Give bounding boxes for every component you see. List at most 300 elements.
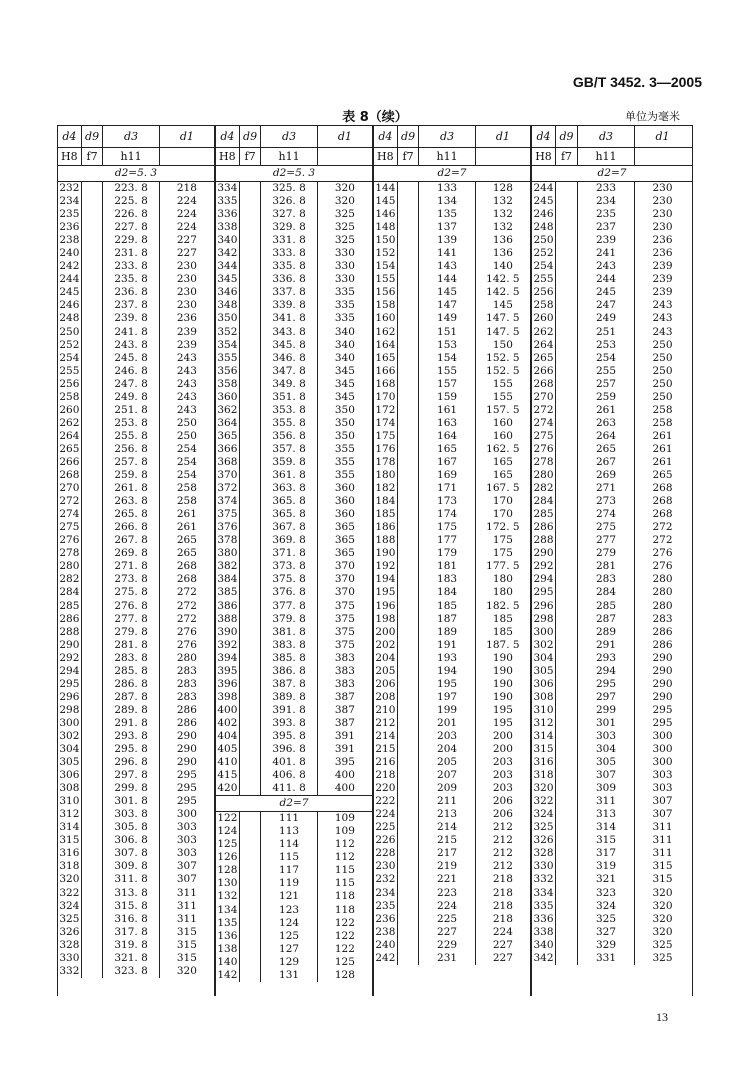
cell-d9 — [556, 913, 578, 926]
unit-label: 单位为毫米 — [625, 110, 680, 123]
cell-d3: 283. 8 — [103, 652, 159, 665]
cell-d9 — [556, 860, 578, 873]
cell-d4: 334 — [216, 182, 240, 195]
cell-d9 — [82, 600, 104, 613]
cell-d9 — [556, 704, 578, 717]
cell-d3: 275 — [578, 521, 635, 534]
cell-d4: 394 — [216, 652, 240, 665]
cell-d9 — [398, 782, 420, 795]
table-row — [58, 652, 214, 665]
cell-d3: 314 — [578, 821, 635, 834]
table-row — [58, 913, 214, 926]
cell-d3: 393. 8 — [261, 717, 317, 730]
cell-d3: 266. 8 — [103, 521, 159, 534]
cell-d3: 171 — [419, 482, 475, 495]
cell-d1: 391 — [334, 729, 355, 742]
cell-d3: 244 — [578, 273, 635, 286]
cell-d3: 367. 8 — [261, 521, 317, 534]
cell-d3: 255. 8 — [103, 430, 159, 443]
cell-d9 — [240, 769, 262, 782]
cell-d3: 185 — [419, 600, 475, 613]
cell-d4: 265 — [532, 352, 556, 365]
cell-d4: 360 — [216, 391, 240, 404]
cell-d1: 283 — [176, 677, 197, 690]
cell-d1: 265 — [652, 469, 673, 482]
cell-d1: 180 — [492, 573, 513, 586]
cell-d9 — [82, 221, 104, 234]
cell-d4: 138 — [216, 943, 240, 956]
cell-d1: 300 — [652, 756, 673, 769]
cell-d3: 315. 8 — [103, 900, 159, 913]
cell-d1: 112 — [334, 838, 355, 851]
cell-d4: 254 — [58, 352, 82, 365]
table-row — [374, 782, 530, 795]
table-row — [532, 547, 692, 560]
cell-d9 — [556, 743, 578, 756]
cell-d9 — [240, 299, 262, 312]
cell-d1: 355 — [334, 442, 355, 455]
cell-d1: 160 — [492, 429, 513, 442]
cell-d4: 310 — [58, 795, 82, 808]
cell-d1: 118 — [334, 903, 355, 916]
cell-d3: 295. 8 — [103, 743, 159, 756]
cell-d3: 229 — [419, 939, 475, 952]
table-row — [532, 299, 692, 312]
cell-d4: 236 — [58, 221, 82, 234]
cell-d1: 224 — [176, 195, 197, 208]
cell-d3: 237 — [578, 221, 635, 234]
cell-d9 — [82, 312, 104, 325]
table-title: 表 8（续） — [342, 110, 408, 125]
cell-d1: 365 — [334, 534, 355, 547]
cell-d9 — [398, 769, 420, 782]
cell-d4: 304 — [58, 743, 82, 756]
cell-d1: 243 — [176, 403, 197, 416]
table-row — [216, 221, 372, 234]
cell-d3: 305 — [578, 756, 635, 769]
cell-d9 — [398, 743, 420, 756]
cell-d3: 193 — [419, 652, 475, 665]
table-row — [374, 600, 530, 613]
cell-d4: 234 — [58, 195, 82, 208]
cell-d9 — [240, 704, 262, 717]
cell-d9 — [240, 665, 262, 678]
table-row — [374, 560, 530, 573]
cell-d9 — [556, 691, 578, 704]
cell-d4: 206 — [374, 678, 398, 691]
table-row — [532, 221, 692, 234]
cell-d1: 307 — [176, 860, 197, 873]
cell-d1: 243 — [652, 312, 673, 325]
cell-d3: 141 — [419, 247, 475, 260]
cell-d4: 388 — [216, 613, 240, 626]
cell-d9 — [240, 639, 262, 652]
cell-d3: 285. 8 — [103, 665, 159, 678]
table-row — [216, 969, 372, 982]
header-row — [216, 126, 372, 148]
cell-d3: 297. 8 — [103, 769, 159, 782]
cell-d1: 157. 5 — [486, 403, 520, 416]
cell-d1: 320 — [652, 886, 673, 899]
table-row — [58, 691, 214, 704]
cell-d9 — [240, 730, 262, 743]
cell-d9 — [240, 547, 262, 560]
cell-d3: 177 — [419, 534, 475, 547]
cell-d1: 218 — [492, 912, 513, 925]
cell-d1: 261 — [652, 455, 673, 468]
cell-d4: 274 — [58, 508, 82, 521]
cell-d4: 354 — [216, 339, 240, 352]
cell-d3: 221 — [419, 873, 475, 886]
cell-d3: 383. 8 — [261, 639, 317, 652]
cell-d3: 381. 8 — [261, 626, 317, 639]
cell-d1: 115 — [334, 877, 355, 890]
table-row — [216, 391, 372, 404]
table-row — [374, 952, 530, 965]
cell-d4: 284 — [532, 495, 556, 508]
cell-d1: 136 — [492, 247, 513, 260]
table-row — [216, 825, 372, 838]
cell-d4: 175 — [374, 430, 398, 443]
cell-d4: 280 — [58, 560, 82, 573]
cell-d3: 269. 8 — [103, 547, 159, 560]
cell-d4: 325 — [58, 913, 82, 926]
cell-d4: 168 — [374, 378, 398, 391]
table-row — [216, 864, 372, 877]
cell-d9 — [240, 717, 262, 730]
cell-d9 — [398, 391, 420, 404]
cell-d4: 315 — [58, 834, 82, 847]
cell-d4: 245 — [58, 286, 82, 299]
cell-d9 — [556, 939, 578, 952]
cell-d3: 259 — [578, 391, 635, 404]
cell-d4: 166 — [374, 365, 398, 378]
table-row — [216, 769, 372, 782]
cell-d9 — [556, 795, 578, 808]
table-row — [374, 391, 530, 404]
cell-d9 — [398, 247, 420, 260]
cell-d1: 311 — [652, 821, 673, 834]
cell-d3: 114 — [261, 838, 317, 851]
cell-d1: 258 — [652, 416, 673, 429]
cell-d3: 286. 8 — [103, 678, 159, 691]
section-label: d2=7 — [216, 795, 372, 812]
cell-d4: 285 — [532, 508, 556, 521]
cell-d9 — [398, 195, 420, 208]
cell-d4: 232 — [374, 873, 398, 886]
cell-d9 — [240, 678, 262, 691]
cell-d3: 329 — [578, 939, 635, 952]
cell-d9 — [556, 456, 578, 469]
table-row — [216, 456, 372, 469]
cell-d1: 224 — [176, 221, 197, 234]
cell-d4: 384 — [216, 573, 240, 586]
table-row — [532, 704, 692, 717]
cell-d3: 351. 8 — [261, 391, 317, 404]
table-row — [216, 743, 372, 756]
cell-d3: 277 — [578, 534, 635, 547]
cell-d4: 230 — [374, 860, 398, 873]
header-d3: d3 — [103, 126, 159, 147]
cell-d3: 189 — [419, 626, 475, 639]
cell-d3: 203 — [419, 730, 475, 743]
cell-d1: 335 — [334, 299, 355, 312]
cell-d9 — [82, 417, 104, 430]
table-row — [58, 939, 214, 952]
cell-d9 — [556, 547, 578, 560]
cell-d1: 268 — [176, 560, 197, 573]
cell-d9 — [82, 613, 104, 626]
column-group-3 — [374, 126, 532, 996]
cell-d4: 350 — [216, 312, 240, 325]
cell-d9 — [240, 208, 262, 221]
cell-d9 — [398, 939, 420, 952]
tolerance-t9: f7 — [556, 148, 578, 165]
table-row — [374, 730, 530, 743]
cell-d4: 296 — [532, 600, 556, 613]
table-row — [216, 417, 372, 430]
cell-d1: 125 — [334, 955, 355, 968]
cell-d1: 320 — [334, 195, 355, 208]
cell-d9 — [82, 626, 104, 639]
cell-d3: 195 — [419, 678, 475, 691]
table-row — [216, 756, 372, 769]
cell-d3: 273. 8 — [103, 573, 159, 586]
cell-d9 — [398, 691, 420, 704]
cell-d9 — [556, 782, 578, 795]
cell-d1: 165 — [492, 469, 513, 482]
cell-d3: 151 — [419, 326, 475, 339]
cell-d9 — [556, 378, 578, 391]
table-row — [374, 821, 530, 834]
cell-d3: 346. 8 — [261, 352, 317, 365]
cell-d9 — [556, 586, 578, 599]
cell-d9 — [556, 521, 578, 534]
cell-d3: 391. 8 — [261, 704, 317, 717]
tolerance-t4: H8 — [532, 148, 556, 165]
table-row — [532, 339, 692, 352]
table-row — [58, 743, 214, 756]
cell-d9 — [556, 365, 578, 378]
cell-d1: 258 — [652, 403, 673, 416]
cell-d1: 265 — [176, 547, 197, 560]
cell-d1: 391 — [334, 743, 355, 756]
cell-d1: 122 — [334, 929, 355, 942]
cell-d1: 175 — [492, 547, 513, 560]
header-d9: d9 — [82, 126, 104, 147]
cell-d1: 212 — [492, 821, 513, 834]
table-row — [58, 417, 214, 430]
cell-d9 — [556, 665, 578, 678]
cell-d4: 295 — [58, 678, 82, 691]
cell-d4: 156 — [374, 286, 398, 299]
cell-d4: 174 — [374, 417, 398, 430]
cell-d1: 182. 5 — [486, 599, 520, 612]
cell-d9 — [82, 404, 104, 417]
cell-d4: 300 — [532, 626, 556, 639]
cell-d4: 215 — [374, 743, 398, 756]
cell-d3: 135 — [419, 208, 475, 221]
table-row — [216, 339, 372, 352]
cell-d1: 140 — [492, 260, 513, 273]
cell-d1: 230 — [176, 299, 197, 312]
section-label: d2=5. 3 — [216, 166, 372, 182]
cell-d1: 239 — [652, 286, 673, 299]
cell-d9 — [82, 443, 104, 456]
cell-d4: 352 — [216, 326, 240, 339]
table-row — [58, 339, 214, 352]
cell-d9 — [240, 273, 262, 286]
table-row — [374, 430, 530, 443]
cell-d4: 298 — [58, 704, 82, 717]
cell-d4: 144 — [374, 182, 398, 195]
cell-d9 — [240, 586, 262, 599]
cell-d4: 382 — [216, 560, 240, 573]
table-row — [532, 443, 692, 456]
cell-d1: 212 — [492, 860, 513, 873]
cell-d9 — [82, 430, 104, 443]
cell-d3: 233. 8 — [103, 260, 159, 273]
cell-d3: 291. 8 — [103, 717, 159, 730]
cell-d4: 378 — [216, 534, 240, 547]
table-row — [532, 600, 692, 613]
cell-d4: 272 — [58, 495, 82, 508]
cell-d1: 355 — [334, 469, 355, 482]
cell-d9 — [398, 208, 420, 221]
table-row — [216, 665, 372, 678]
cell-d9 — [82, 717, 104, 730]
cell-d9 — [240, 352, 262, 365]
table-row — [532, 326, 692, 339]
cell-d4: 342 — [532, 952, 556, 965]
tolerance-row — [216, 148, 372, 166]
cell-d1: 360 — [334, 495, 355, 508]
cell-d3: 127 — [261, 943, 317, 956]
cell-d4: 250 — [58, 326, 82, 339]
cell-d1: 365 — [334, 521, 355, 534]
cell-d1: 280 — [652, 599, 673, 612]
table-row — [216, 365, 372, 378]
cell-d1: 311 — [652, 834, 673, 847]
cell-d9 — [556, 299, 578, 312]
table-row — [374, 508, 530, 521]
cell-d3: 271 — [578, 482, 635, 495]
cell-d4: 318 — [58, 860, 82, 873]
table-row — [532, 495, 692, 508]
cell-d4: 205 — [374, 665, 398, 678]
cell-d1: 132 — [492, 208, 513, 221]
cell-d9 — [82, 560, 104, 573]
cell-d3: 265 — [578, 443, 635, 456]
cell-d1: 250 — [652, 338, 673, 351]
cell-d3: 279. 8 — [103, 626, 159, 639]
cell-d9 — [398, 339, 420, 352]
cell-d4: 164 — [374, 339, 398, 352]
cell-d9 — [398, 586, 420, 599]
cell-d3: 357. 8 — [261, 443, 317, 456]
cell-d9 — [240, 430, 262, 443]
cell-d3: 163 — [419, 417, 475, 430]
cell-d4: 286 — [58, 613, 82, 626]
cell-d4: 324 — [532, 808, 556, 821]
cell-d3: 241 — [578, 247, 635, 260]
table-row — [216, 600, 372, 613]
cell-d9 — [240, 890, 262, 903]
table-row — [216, 639, 372, 652]
table-row — [374, 547, 530, 560]
table-row — [58, 365, 214, 378]
cell-d3: 353. 8 — [261, 404, 317, 417]
cell-d9 — [556, 717, 578, 730]
cell-d4: 268 — [532, 378, 556, 391]
cell-d3: 194 — [419, 665, 475, 678]
cell-d4: 278 — [58, 547, 82, 560]
cell-d4: 368 — [216, 456, 240, 469]
cell-d9 — [398, 547, 420, 560]
cell-d4: 294 — [532, 573, 556, 586]
cell-d1: 132 — [492, 221, 513, 234]
cell-d9 — [82, 730, 104, 743]
cell-d1: 150 — [492, 338, 513, 351]
cell-d9 — [82, 234, 104, 247]
cell-d9 — [398, 352, 420, 365]
cell-d4: 300 — [58, 717, 82, 730]
cell-d4: 252 — [532, 247, 556, 260]
cell-d9 — [556, 678, 578, 691]
table-row — [58, 208, 214, 221]
table-row — [532, 404, 692, 417]
cell-d1: 295 — [652, 716, 673, 729]
cell-d3: 243 — [578, 260, 635, 273]
table-row — [58, 273, 214, 286]
cell-d1: 276 — [652, 547, 673, 560]
table-row — [58, 456, 214, 469]
cell-d4: 158 — [374, 299, 398, 312]
cell-d4: 276 — [532, 443, 556, 456]
cell-d3: 307. 8 — [103, 847, 159, 860]
cell-d3: 373. 8 — [261, 560, 317, 573]
cell-d9 — [398, 626, 420, 639]
dimension-table — [57, 125, 693, 996]
cell-d3: 343. 8 — [261, 326, 317, 339]
cell-d1: 265 — [176, 534, 197, 547]
cell-d9 — [240, 825, 262, 838]
cell-d9 — [82, 926, 104, 939]
cell-d9 — [82, 195, 104, 208]
cell-d9 — [240, 626, 262, 639]
cell-d4: 180 — [374, 469, 398, 482]
table-row — [532, 821, 692, 834]
cell-d4: 276 — [58, 534, 82, 547]
cell-d1: 218 — [492, 873, 513, 886]
table-row — [216, 917, 372, 930]
cell-d1: 290 — [176, 729, 197, 742]
cell-d4: 308 — [532, 691, 556, 704]
table-row — [58, 182, 214, 195]
table-row — [374, 299, 530, 312]
table-row — [532, 430, 692, 443]
cell-d4: 198 — [374, 613, 398, 626]
cell-d1: 315 — [176, 938, 197, 951]
cell-d3: 199 — [419, 704, 475, 717]
table-row — [532, 613, 692, 626]
table-row — [216, 352, 372, 365]
cell-d9 — [556, 834, 578, 847]
cell-d1: 109 — [334, 825, 355, 838]
cell-d4: 326 — [532, 834, 556, 847]
cell-d4: 330 — [58, 952, 82, 965]
cell-d9 — [82, 952, 104, 965]
